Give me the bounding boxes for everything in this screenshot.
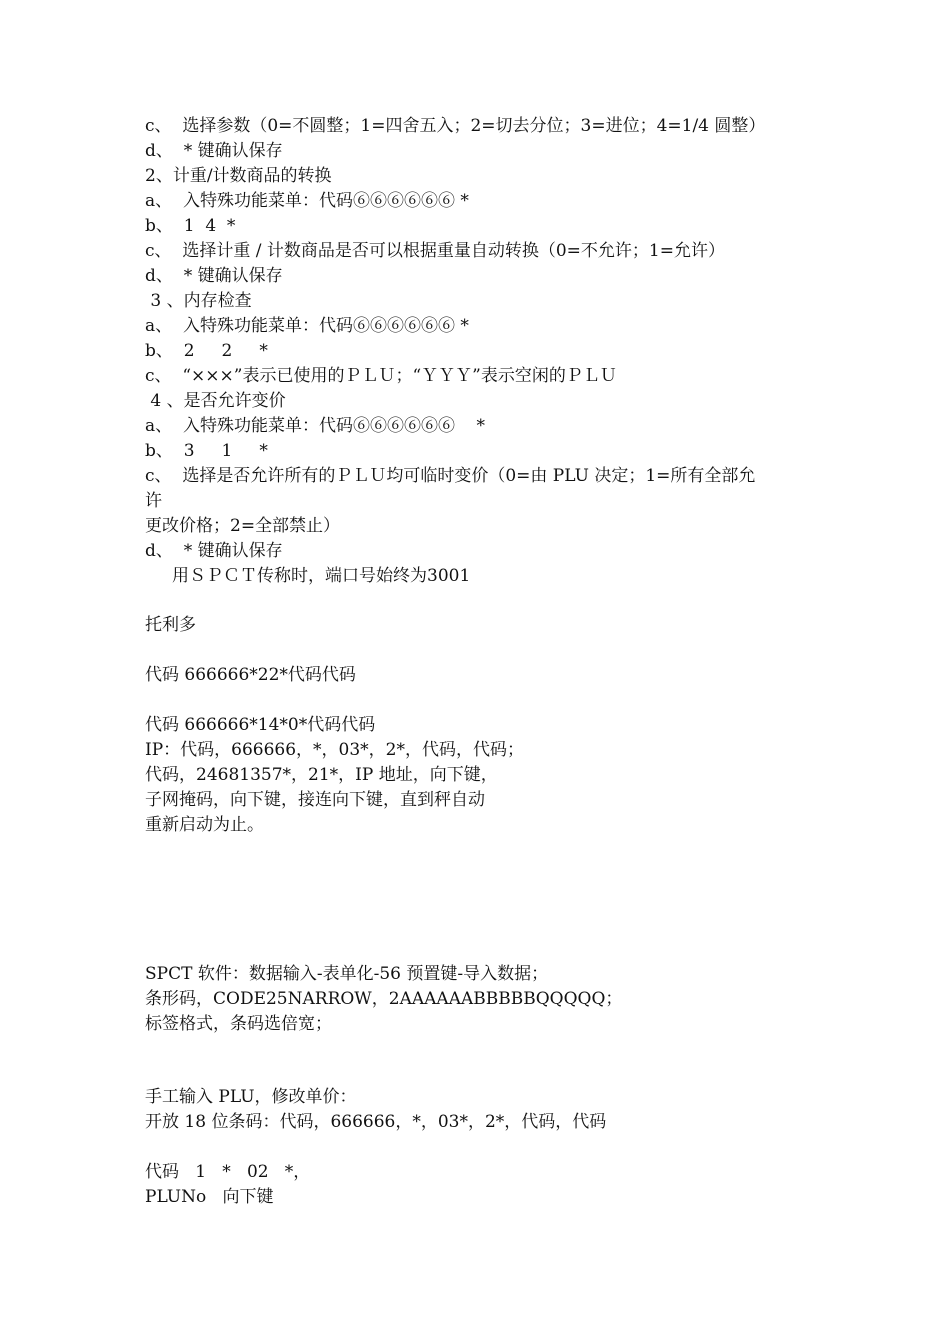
section-heading: 2、计重/计数商品的转换 bbox=[145, 166, 332, 186]
text-line: a、 入特殊功能菜单：代码⑥⑥⑥⑥⑥⑥ * bbox=[145, 316, 469, 336]
text-line: IP：代码，666666，*，03*，2*，代码，代码； bbox=[145, 740, 524, 760]
text-line: b、 3 1 * bbox=[145, 441, 268, 461]
text-line: d、 * 键确认保存 bbox=[145, 541, 283, 561]
text-line: c、 “×××”表示已使用的ＰＬＵ；“ＹＹＹ”表示空闲的ＰＬＵ bbox=[145, 366, 617, 386]
text-line: 子网掩码，向下键，接连向下键，直到秤自动 bbox=[145, 790, 485, 810]
text-line: 手工输入 PLU，修改单价： bbox=[145, 1087, 357, 1107]
text-line: 条形码，CODE25NARROW，2AAAAAABBBBBQQQQQ； bbox=[145, 989, 623, 1009]
text-line: 许 bbox=[145, 491, 162, 511]
text-line: SPCT 软件：数据输入-表单化-56 预置键-导入数据； bbox=[145, 964, 549, 984]
brand-heading: 托利多 bbox=[145, 615, 196, 635]
text-line: b、 2 2 * bbox=[145, 341, 268, 361]
text-line: b、 1 4 * bbox=[145, 216, 236, 236]
text-line: a、 入特殊功能菜单：代码⑥⑥⑥⑥⑥⑥ * bbox=[145, 191, 469, 211]
text-line: a、 入特殊功能菜单：代码⑥⑥⑥⑥⑥⑥ * bbox=[145, 416, 486, 436]
text-line: 代码，24681357*，21*，IP 地址，向下键， bbox=[145, 765, 498, 785]
text-line: 重新启动为止。 bbox=[145, 815, 264, 835]
text-line: PLUNo 向下键 bbox=[145, 1187, 274, 1207]
section-heading: 3 、内存检查 bbox=[145, 291, 252, 311]
text-line: 标签格式，条码选倍宽； bbox=[145, 1014, 332, 1034]
text-line: d、 * 键确认保存 bbox=[145, 266, 283, 286]
text-line: d、 * 键确认保存 bbox=[145, 141, 283, 161]
section-heading: 4 、是否允许变价 bbox=[145, 391, 286, 411]
text-line: 代码 1 * 02 *， bbox=[145, 1162, 311, 1182]
text-line: 开放 18 位条码：代码，666666，*，03*，2*，代码，代码 bbox=[145, 1112, 607, 1132]
text-line: 更改价格；2=全部禁止） bbox=[145, 516, 341, 536]
text-line: 代码 666666*22*代码代码 bbox=[145, 665, 356, 685]
text-line: c、 选择计重 / 计数商品是否可以根据重量自动转换（0=不允许；1=允许） bbox=[145, 241, 725, 261]
text-line: 用ＳＰＣＴ传称时，端口号始终为3001 bbox=[145, 566, 471, 586]
text-line: c、 选择是否允许所有的ＰＬＵ均可临时变价（0=由 PLU 决定；1=所有全部允 bbox=[145, 466, 756, 486]
text-line: 代码 666666*14*0*代码代码 bbox=[145, 715, 376, 735]
text-line: c、 选择参数（0=不圆整；1=四舍五入；2=切去分位；3=进位；4=1/4 圆整） bbox=[145, 116, 766, 136]
